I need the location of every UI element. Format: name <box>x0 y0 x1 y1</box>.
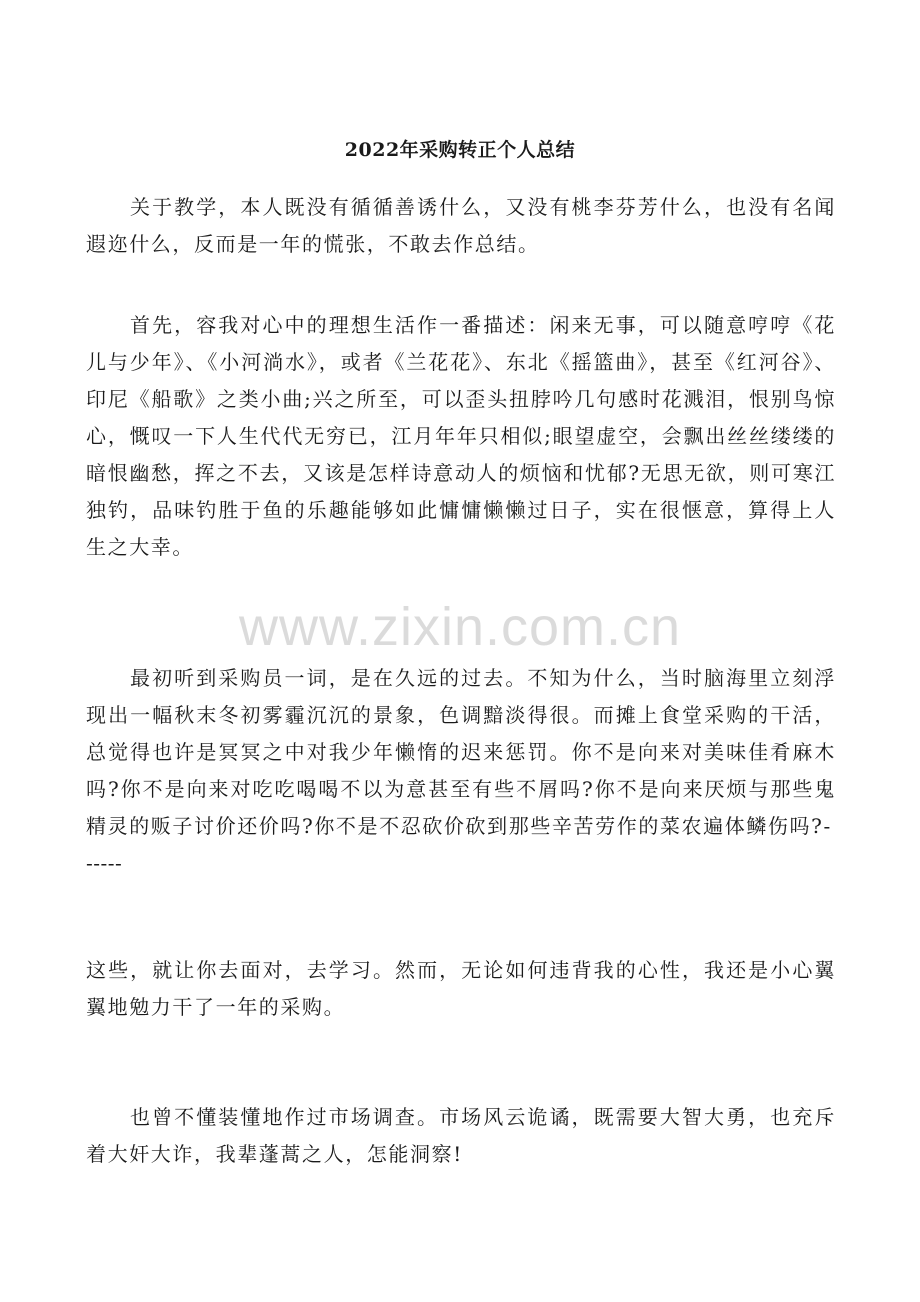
paragraph-1: 关于教学，本人既没有循循善诱什么，又没有桃李芬芳什么，也没有名闻遐迩什么，反而是一年的慌张，不敢去作总结。 <box>86 195 836 256</box>
watermark-text: www.zixin.com.cn <box>238 597 682 657</box>
paragraph-3: 最初听到采购员一词，是在久远的过去。不知为什么，当时脑海里立刻浮现出一幅秋末冬初雾霾沉沉的景象，色调黯淡得很。而摊上食堂采购的干活，总觉得也许是冥冥之中对我少年懒惰的迟来惩罚。你不是向来对美味佳肴麻木吗?你不是向来对吃吃喝喝不以为意甚至有些不屑吗?你不是向来厌烦与那些鬼精灵的贩子讨价还价吗?你不是不忍砍价砍到那些辛苦劳作的菜农遍体鳞伤吗?- <box>86 666 836 838</box>
paragraph-5: 也曾不懂装懂地作过市场调查。市场风云诡谲，既需要大智大勇，也充斥着大奸大诈，我辈蓬蒿之人，怎能洞察! <box>86 1105 836 1166</box>
dash-line: ----- <box>86 851 123 875</box>
paragraph-3-block <box>86 660 836 882</box>
paragraph-4: 这些，就让你去面对，去学习。然而，无论如何违背我的心性，我还是小心翼翼地勉力干了一年的采购。 <box>86 958 836 1019</box>
document-title: 2022年采购转正个人总结 <box>344 138 576 161</box>
paragraph-2: 首先，容我对心中的理想生活作一番描述：闲来无事，可以随意哼哼《花儿与少年》、《小河淌水》，或者《兰花花》、东北《摇篮曲》，甚至《红河谷》、印尼《船歌》之类小曲;兴之所至，可以歪头扭脖吟几句感时花溅泪，恨别鸟惊心，慨叹一下人生代代无穷已，江月年年只相似;眼望虚空，会飘出丝丝缕缕的暗恨幽愁，挥之不去，又该是怎样诗意动人的烦恼和忧郁?无思无欲，则可寒江独钓，品味钓胜于鱼的乐趣能够如此慵慵懒懒过日子，实在很惬意，算得上人生之大幸。 <box>86 313 836 559</box>
